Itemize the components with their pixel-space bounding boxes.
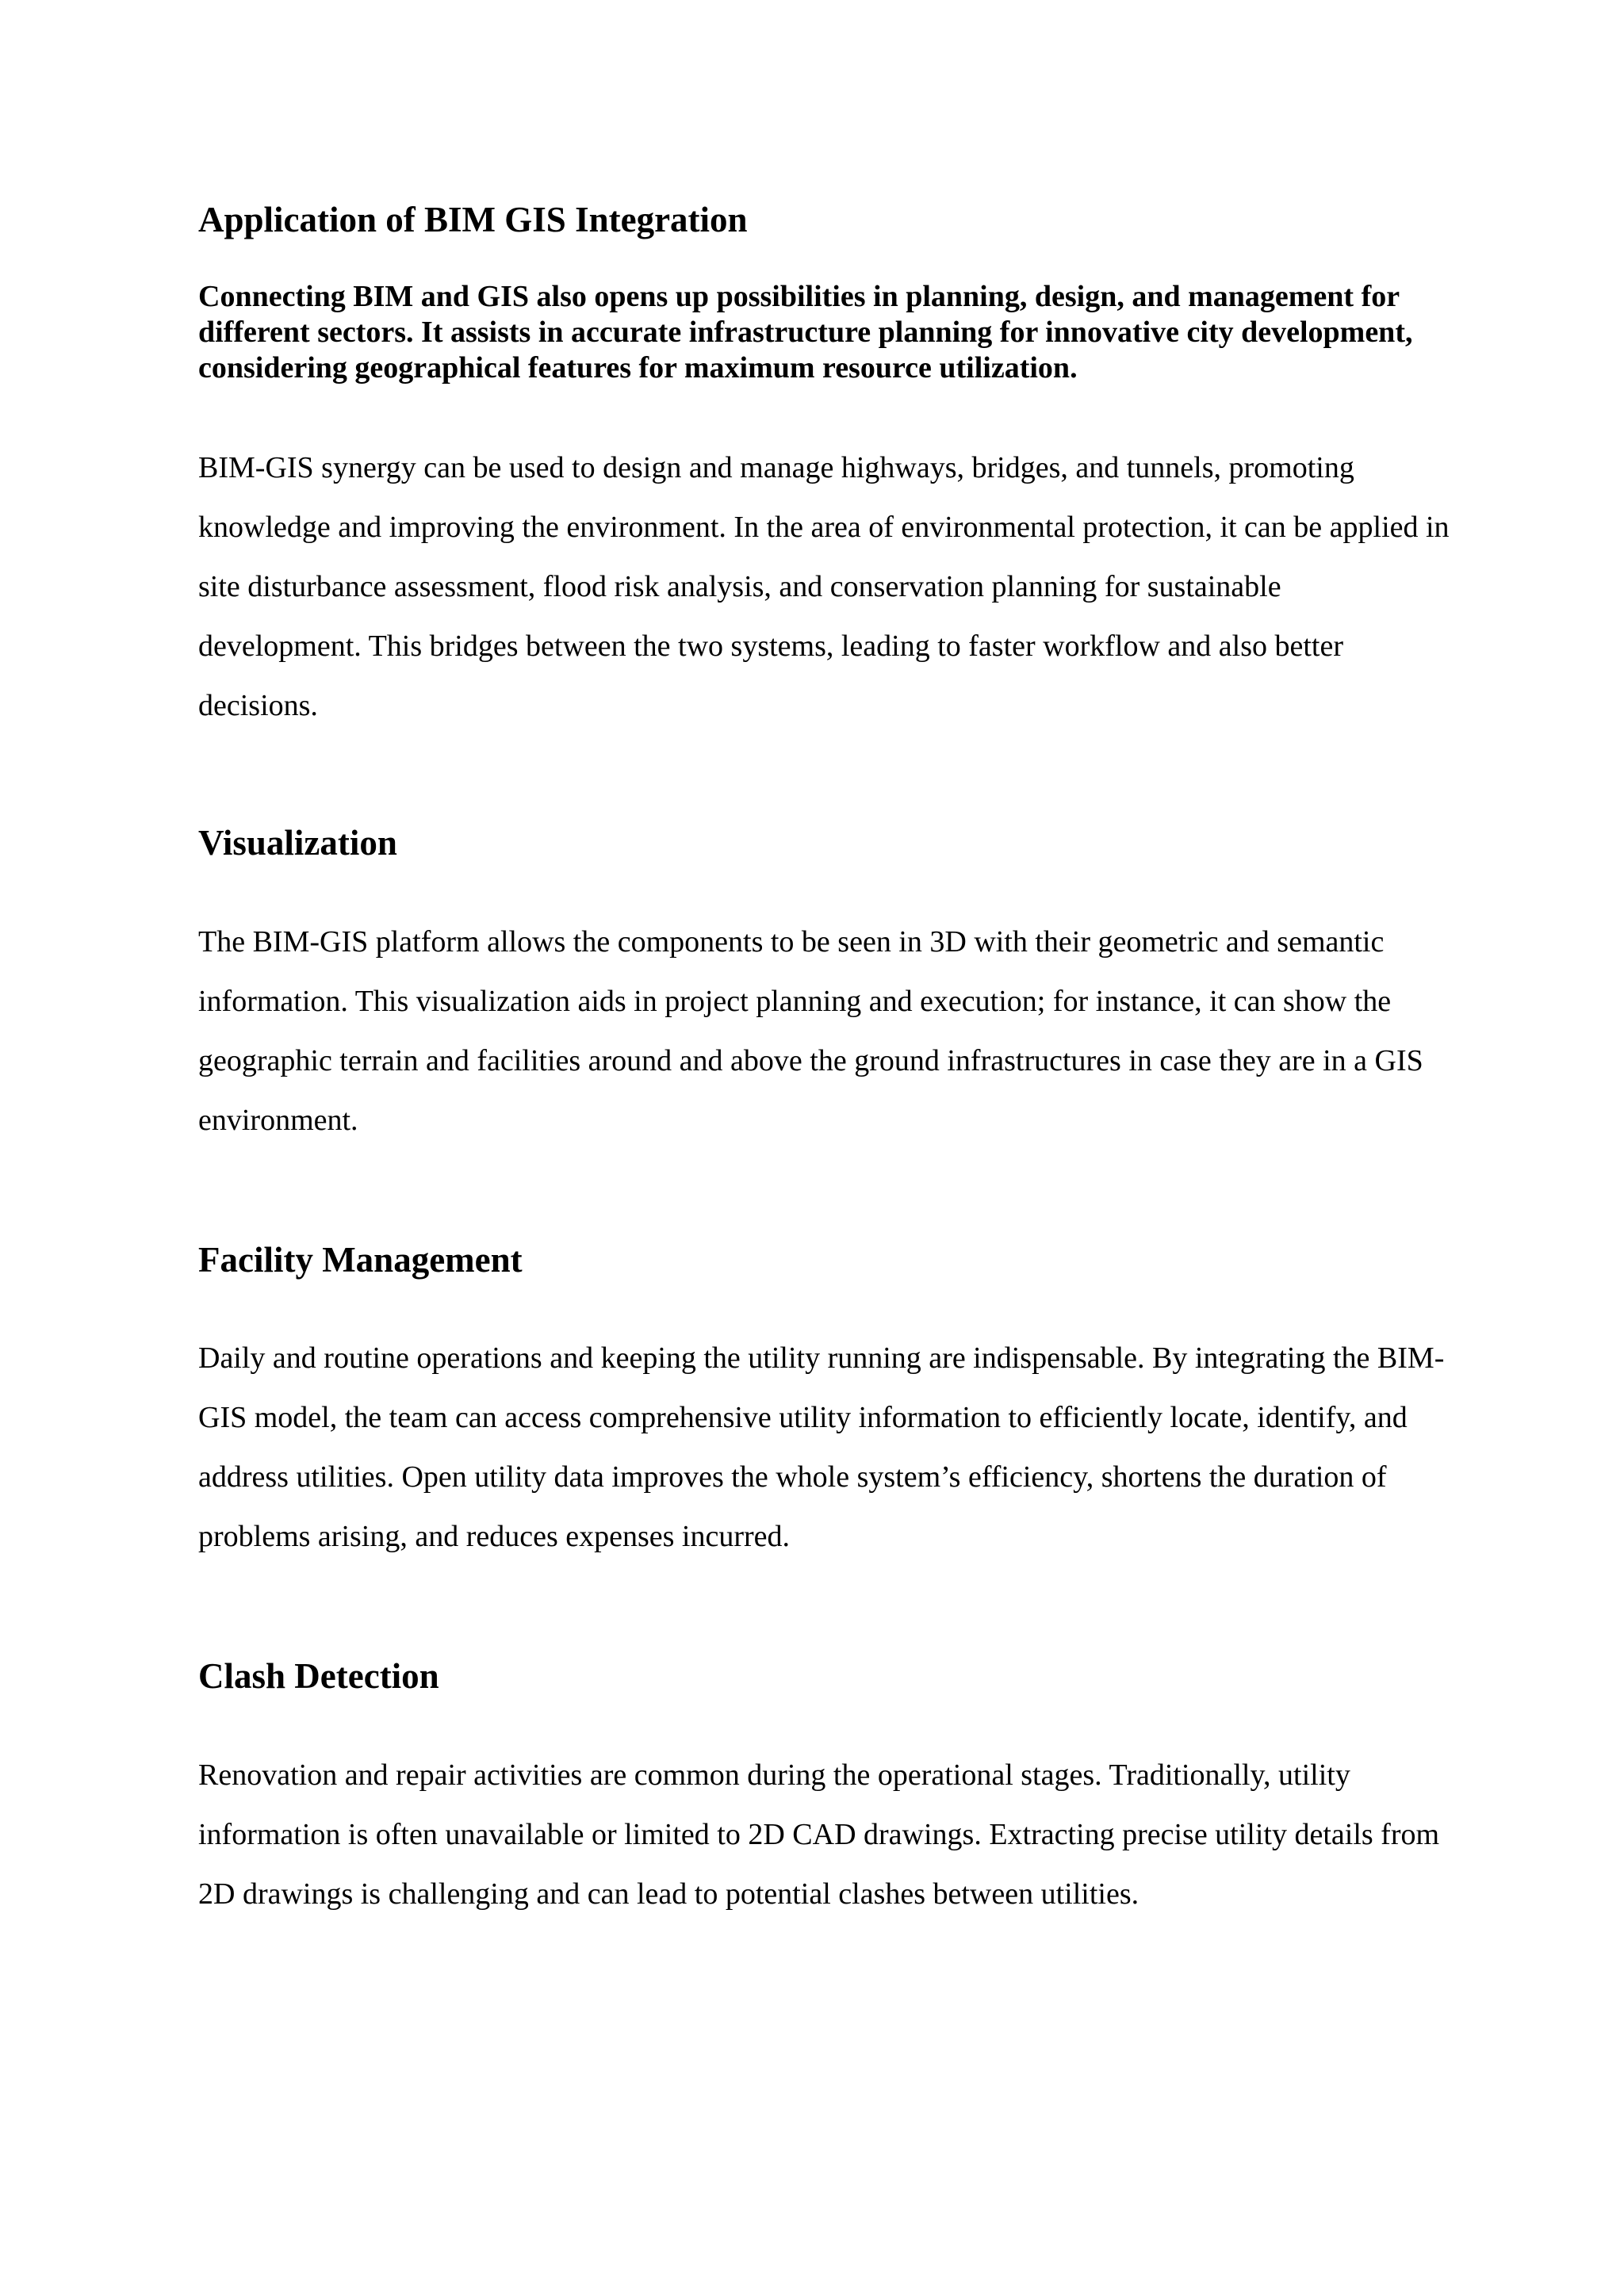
section-body-clash-detection: Renovation and repair activities are common during the operational stages. Traditionally, utility information is often unavailable or limited to 2D CAD drawings. Extracting precise utility details from 2D drawings is challenging and can lead to potential clashes between utilities. [198, 1758, 1440, 1911]
section-heading-visualization: Visualization [198, 823, 397, 863]
section-heading-facility-management: Facility Management [198, 1240, 523, 1280]
lead-paragraph: Connecting BIM and GIS also opens up possibilities in planning, design, and management for different sectors. It assists in accurate infrastructure planning for innovative city development, considering geographical features for maximum resource utilization. [198, 280, 1413, 385]
section-body-facility-management: Daily and routine operations and keeping the utility running are indispensable. By integrating the BIM-GIS model, the team can access comprehensive utility information to efficiently locate, identify, and address utilities. Open utility data improves the whole system’s efficiency, shortens the duration of problems arising, and reduces expenses incurred. [198, 1341, 1445, 1553]
section-heading-clash-detection: Clash Detection [198, 1656, 439, 1696]
intro-paragraph: BIM-GIS synergy can be used to design and manage highways, bridges, and tunnels, promoting knowledge and improving the environment. In the area of environmental protection, it can be applied in site disturbance assessment, flood risk analysis, and conservation planning for sustainable development. This bridges between the two systems, leading to faster workflow and also better decisions. [198, 451, 1450, 722]
page-title: Application of BIM GIS Integration [198, 200, 748, 239]
section-body-visualization: The BIM-GIS platform allows the components to be seen in 3D with their geometric and semantic information. This visualization aids in project planning and execution; for instance, it can show the geographic terrain and facilities around and above the ground infrastructures in case they are in a GIS environment. [198, 925, 1423, 1137]
